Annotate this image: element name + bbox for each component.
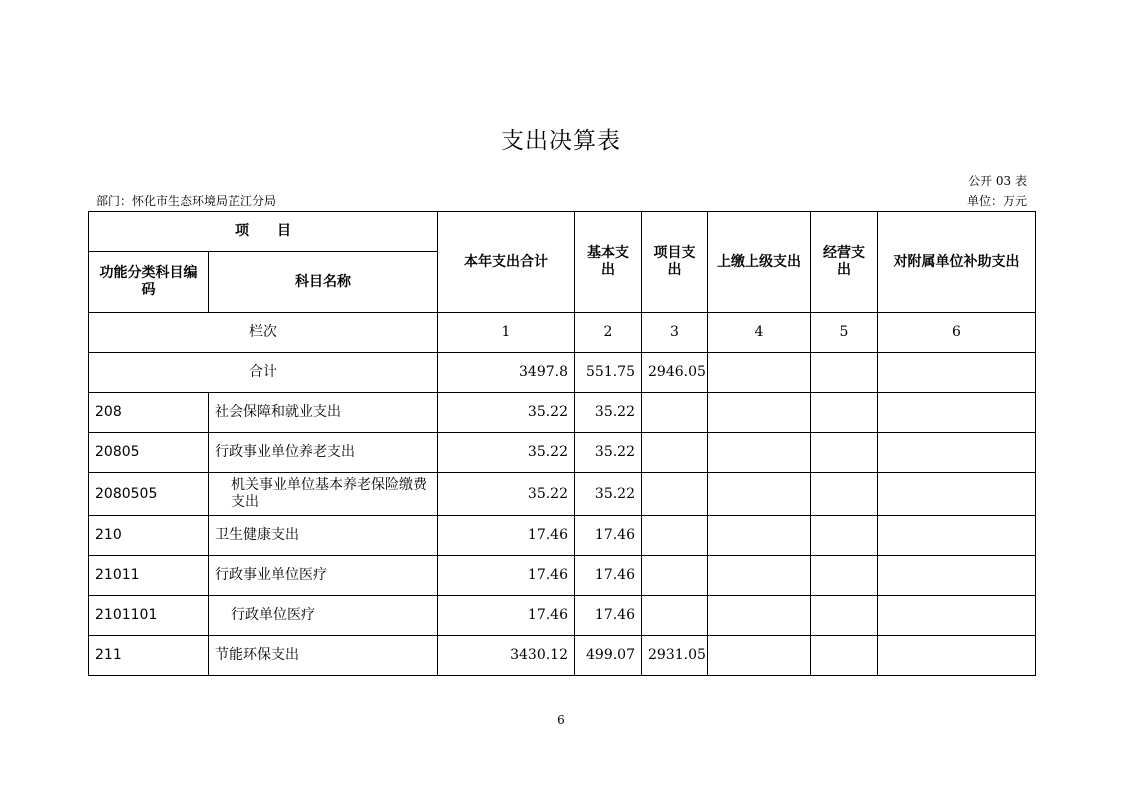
header-name: 科目名称 [209, 252, 438, 313]
total-cell [878, 353, 1036, 393]
unit-label: 单位：万元 [966, 194, 1027, 208]
header-total: 本年支出合计 [438, 212, 575, 313]
table-row [89, 433, 1036, 473]
total-cell: 2946.05 [642, 353, 708, 393]
row-subsidy [878, 516, 1036, 556]
header-business: 经营支出 [811, 212, 878, 313]
column-number: 4 [708, 313, 811, 353]
total-cell: 3497.8 [438, 353, 575, 393]
department-label: 部门：怀化市生态环境局芷江分局 [96, 194, 277, 208]
row-code: 2080505 [89, 473, 209, 516]
row-code: 2101101 [89, 596, 209, 636]
row-subsidy [878, 556, 1036, 596]
row-total: 3430.12 [438, 636, 575, 676]
column-number: 1 [438, 313, 575, 353]
row-subsidy [878, 473, 1036, 516]
row-business [811, 516, 878, 556]
header-row-1 [89, 212, 1036, 252]
row-name: 机关事业单位基本养老保险缴费支出 [209, 473, 438, 516]
row-upper [708, 596, 811, 636]
row-upper [708, 556, 811, 596]
row-total: 17.46 [438, 556, 575, 596]
row-name: 节能环保支出 [209, 636, 438, 676]
row-name: 行政事业单位养老支出 [209, 433, 438, 473]
row-basic: 17.46 [575, 596, 642, 636]
expenditure-table [88, 211, 1036, 676]
row-item [642, 433, 708, 473]
table-row [89, 596, 1036, 636]
column-number: 5 [811, 313, 878, 353]
header-code: 功能分类科目编码 [89, 252, 209, 313]
column-number-label: 栏次 [89, 313, 438, 353]
row-code: 211 [89, 636, 209, 676]
table-row [89, 556, 1036, 596]
table-row [89, 516, 1036, 556]
total-row [89, 353, 1036, 393]
row-code: 208 [89, 393, 209, 433]
row-name: 行政事业单位医疗 [209, 556, 438, 596]
row-business [811, 433, 878, 473]
row-total: 17.46 [438, 596, 575, 636]
row-item [642, 556, 708, 596]
header-basic: 基本支出 [575, 212, 642, 313]
row-total: 17.46 [438, 516, 575, 556]
total-cell [708, 353, 811, 393]
page-title: 支出决算表 [501, 128, 621, 154]
total-cell [811, 353, 878, 393]
row-business [811, 596, 878, 636]
row-upper [708, 473, 811, 516]
row-business [811, 636, 878, 676]
row-code: 21011 [89, 556, 209, 596]
row-total: 35.22 [438, 433, 575, 473]
header-upper: 上缴上级支出 [708, 212, 811, 313]
row-upper [708, 636, 811, 676]
row-subsidy [878, 433, 1036, 473]
row-item: 2931.05 [642, 636, 708, 676]
row-total: 35.22 [438, 473, 575, 516]
form-number: 公开 03 表 [968, 174, 1027, 188]
row-item [642, 473, 708, 516]
row-subsidy [878, 393, 1036, 433]
row-item [642, 516, 708, 556]
row-name: 行政单位医疗 [209, 596, 438, 636]
row-basic: 17.46 [575, 516, 642, 556]
row-business [811, 556, 878, 596]
row-business [811, 473, 878, 516]
table-row [89, 636, 1036, 676]
table-row [89, 473, 1036, 516]
row-upper [708, 516, 811, 556]
row-code: 20805 [89, 433, 209, 473]
row-basic: 35.22 [575, 473, 642, 516]
row-basic: 35.22 [575, 433, 642, 473]
row-upper [708, 393, 811, 433]
total-cell: 551.75 [575, 353, 642, 393]
row-basic: 35.22 [575, 393, 642, 433]
row-subsidy [878, 596, 1036, 636]
column-number: 2 [575, 313, 642, 353]
row-name: 社会保障和就业支出 [209, 393, 438, 433]
header-project: 项 目 [89, 212, 438, 252]
header-item: 项目支出 [642, 212, 708, 313]
column-number: 6 [878, 313, 1036, 353]
row-subsidy [878, 636, 1036, 676]
table-row [89, 393, 1036, 433]
row-upper [708, 433, 811, 473]
row-item [642, 393, 708, 433]
header-subsidy: 对附属单位补助支出 [878, 212, 1036, 313]
row-total: 35.22 [438, 393, 575, 433]
total-label: 合计 [89, 353, 438, 393]
column-number: 3 [642, 313, 708, 353]
row-business [811, 393, 878, 433]
page-number: 6 [557, 713, 565, 727]
row-name: 卫生健康支出 [209, 516, 438, 556]
row-basic: 17.46 [575, 556, 642, 596]
column-number-row [89, 313, 1036, 353]
row-item [642, 596, 708, 636]
row-basic: 499.07 [575, 636, 642, 676]
row-code: 210 [89, 516, 209, 556]
